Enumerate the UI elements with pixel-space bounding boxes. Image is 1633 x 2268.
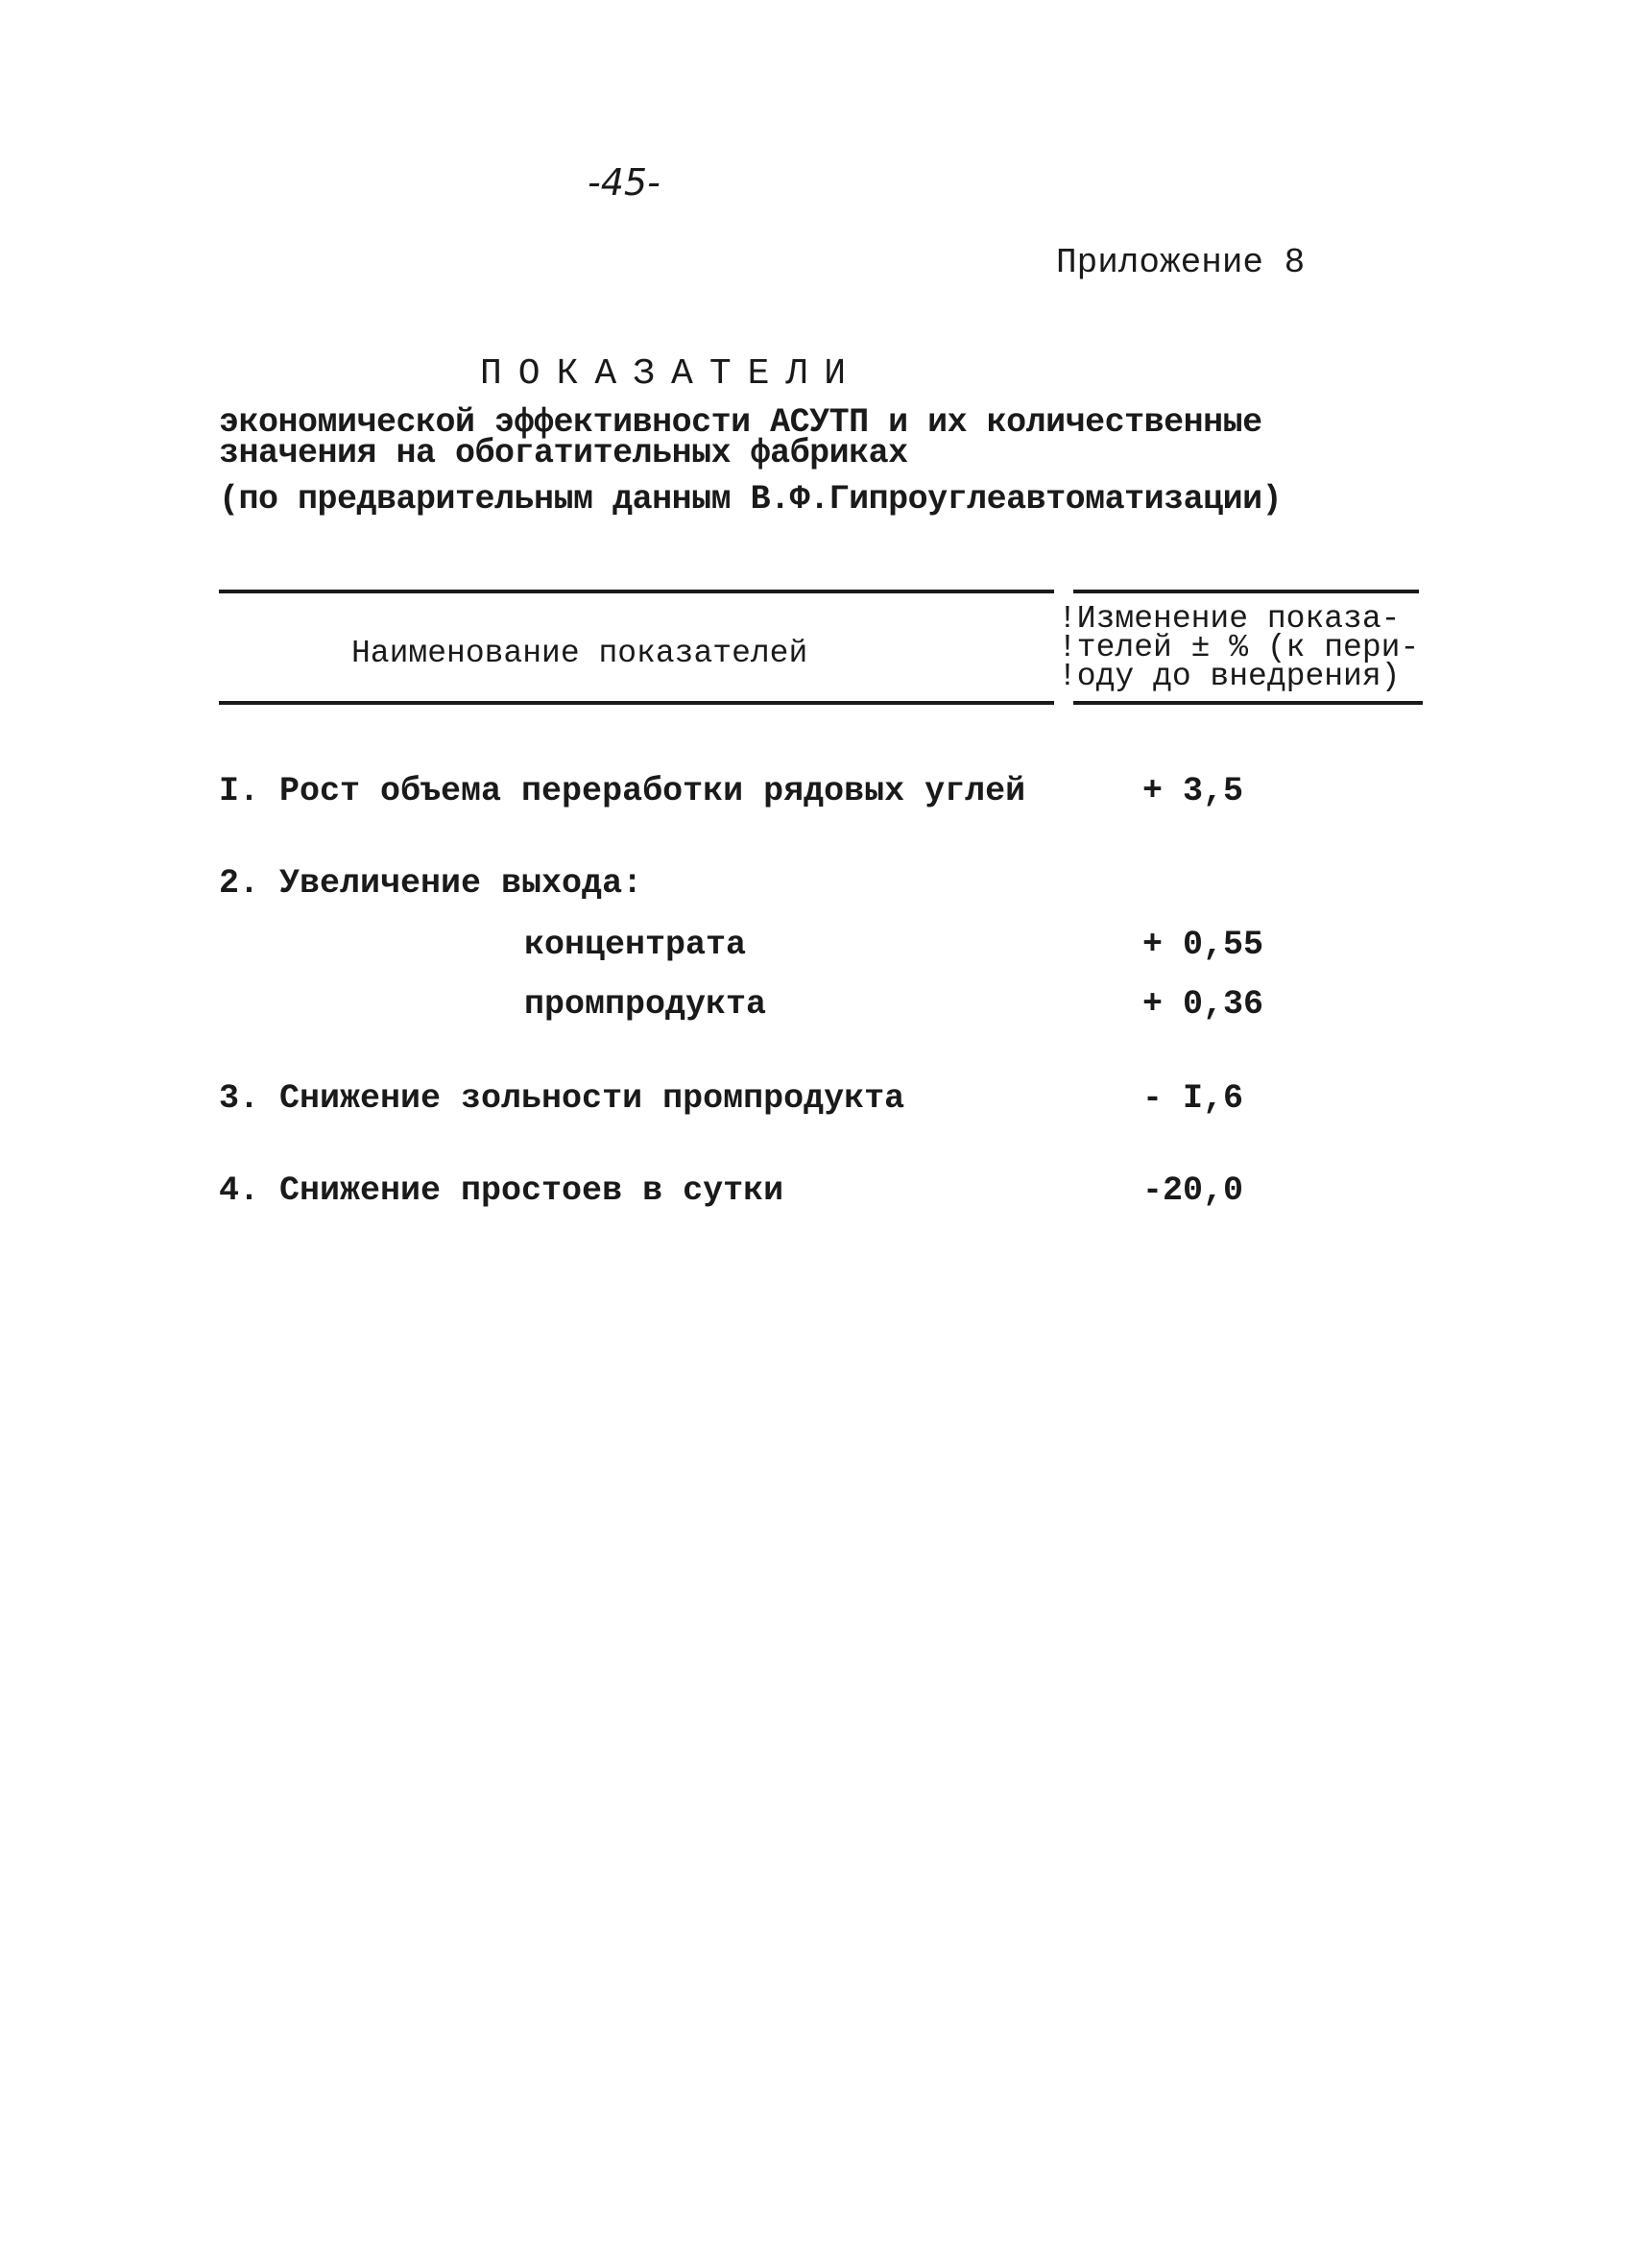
table-header-bottom-rule-left bbox=[219, 701, 1054, 705]
table-row-value: -20,0 bbox=[1142, 1171, 1244, 1210]
table-row-label: концентрата bbox=[524, 926, 747, 964]
column-header-change-line-1: !Изменение показа- bbox=[1058, 601, 1401, 637]
table-row-value: + 0,55 bbox=[1142, 926, 1264, 964]
table-row-label: 2. Увеличение выхода: bbox=[219, 864, 643, 903]
table-row-label: 3. Снижение зольности промпродукта bbox=[219, 1079, 905, 1118]
column-header-change-line-3: !оду до внедрения) bbox=[1058, 659, 1401, 694]
column-header-indicator-name: Наименование показателей bbox=[351, 636, 808, 671]
table-row-value: + 3,5 bbox=[1142, 772, 1244, 810]
table-top-rule-left bbox=[219, 590, 1054, 593]
table-row-label: 4. Снижение простоев в сутки bbox=[219, 1171, 784, 1210]
table-top-rule-right bbox=[1073, 590, 1419, 593]
table-row-label: I. Рост объема переработки рядовых углей bbox=[219, 772, 1026, 810]
table-header-bottom-rule-right bbox=[1073, 701, 1423, 705]
appendix-label: Приложение 8 bbox=[1056, 243, 1306, 282]
table-row-value: - I,6 bbox=[1142, 1079, 1244, 1118]
document-title: ПОКАЗАТЕЛИ bbox=[480, 353, 863, 395]
page-number: -45- bbox=[588, 161, 660, 204]
subtitle-line-3: (по предварительным данным В.Ф.Гипроуглеавтоматизации) bbox=[219, 480, 1283, 519]
table-row-value: + 0,36 bbox=[1142, 985, 1264, 1024]
table-row-label: промпродукта bbox=[524, 985, 767, 1024]
column-header-change-line-2: !телей ± % (к пери- bbox=[1058, 630, 1420, 665]
subtitle-line-2: значения на обогатительных фабриках bbox=[219, 434, 908, 472]
subtitle-line-1: экономической эффективности АСУТП и их количественные bbox=[219, 403, 1262, 442]
